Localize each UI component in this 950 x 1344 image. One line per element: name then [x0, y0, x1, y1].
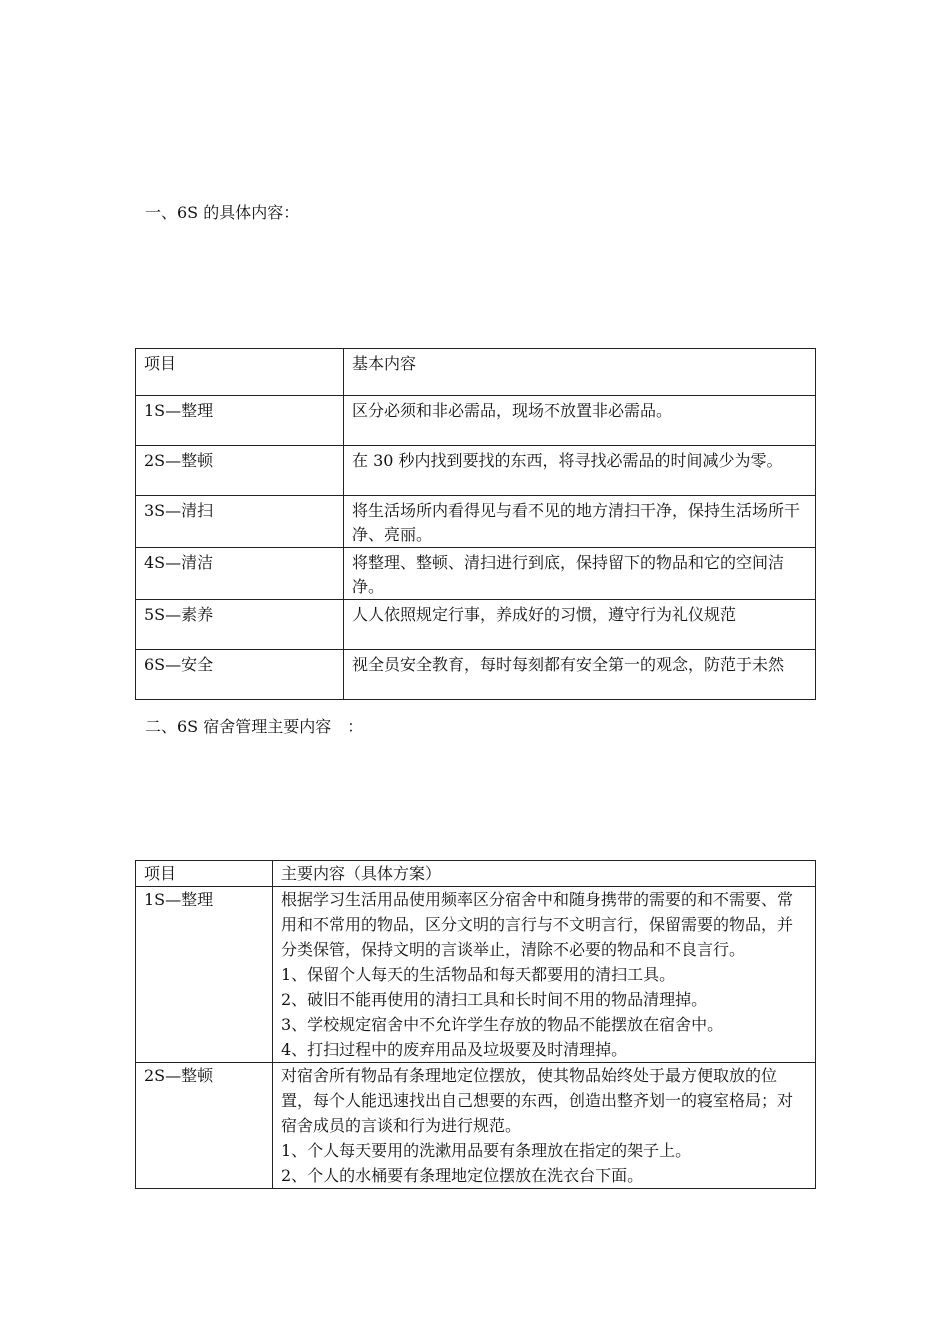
content-list-item: 2、个人的水桶要有条理地定位摆放在洗衣台下面。 — [281, 1166, 644, 1185]
table-row — [136, 548, 816, 600]
table-row — [136, 396, 816, 446]
content-cell: 在 30 秒内找到要找的东西，将寻找必需品的时间减少为零。 — [344, 446, 816, 496]
section-2-heading: 二、6S 宿舍管理主要内容 ： — [145, 717, 364, 736]
table-row — [136, 446, 816, 496]
table-header-row — [136, 861, 816, 887]
item-cell: 6S—安全 — [136, 650, 344, 700]
content-cell: 人人依照规定行事，养成好的习惯，遵守行为礼仪规范 — [344, 600, 816, 650]
header-cell-item: 项目 — [136, 349, 344, 396]
content-paragraph: 根据学习生活用品使用频率区分宿舍中和随身携带的需要的和不需要、常用和不常用的物品，区分文明的言行与不文明言行，保留需要的物品，并分类保管，保持文明的言谈举止，清除不必要的物品和不良言行。 — [281, 890, 794, 959]
item-cell: 3S—清扫 — [136, 496, 344, 548]
content-paragraph: 对宿舍所有物品有条理地定位摆放，使其物品始终处于最方便取放的位置，每个人能迅速找出自己想要的东西，创造出整齐划一的寝室格局；对宿舍成员的言谈和行为进行规范。 — [281, 1066, 794, 1135]
content-list-item: 1、保留个人每天的生活物品和每天都要用的清扫工具。 — [281, 965, 676, 984]
table-row — [136, 650, 816, 700]
header-cell-item: 项目 — [136, 861, 273, 887]
content-cell: 将整理、整顿、清扫进行到底，保持留下的物品和它的空间洁净。 — [344, 548, 816, 600]
item-cell: 2S—整顿 — [136, 446, 344, 496]
content-cell: 区分必须和非必需品，现场不放置非必需品。 — [344, 396, 816, 446]
dorm-management-table — [135, 860, 816, 1189]
item-cell: 1S—整理 — [136, 396, 344, 446]
content-list-item: 4、打扫过程中的废弃用品及垃圾要及时清理掉。 — [281, 1040, 628, 1059]
header-cell-content: 基本内容 — [344, 349, 816, 396]
table-header-row — [136, 349, 816, 396]
table-row — [136, 496, 816, 548]
table-row — [136, 887, 816, 1063]
table-row — [136, 600, 816, 650]
header-cell-content: 主要内容（具体方案） — [273, 861, 816, 887]
content-list-item: 1、个人每天要用的洗漱用品要有条理放在指定的架子上。 — [281, 1141, 692, 1160]
item-cell: 1S—整理 — [136, 887, 273, 1063]
six-s-content-table — [135, 348, 816, 700]
item-cell: 2S—整顿 — [136, 1063, 273, 1189]
content-cell — [273, 887, 816, 1063]
content-cell: 视全员安全教育，每时每刻都有安全第一的观念，防范于未然 — [344, 650, 816, 700]
content-cell: 将生活场所内看得见与看不见的地方清扫干净，保持生活场所干净、亮丽。 — [344, 496, 816, 548]
section-1-heading: 一、6S 的具体内容： — [145, 203, 300, 222]
item-cell: 5S—素养 — [136, 600, 344, 650]
content-cell — [273, 1063, 816, 1189]
content-list-item: 3、学校规定宿舍中不允许学生存放的物品不能摆放在宿舍中。 — [281, 1015, 724, 1034]
table-row — [136, 1063, 816, 1189]
content-list-item: 2、破旧不能再使用的清扫工具和长时间不用的物品清理掉。 — [281, 990, 708, 1009]
item-cell: 4S—清洁 — [136, 548, 344, 600]
